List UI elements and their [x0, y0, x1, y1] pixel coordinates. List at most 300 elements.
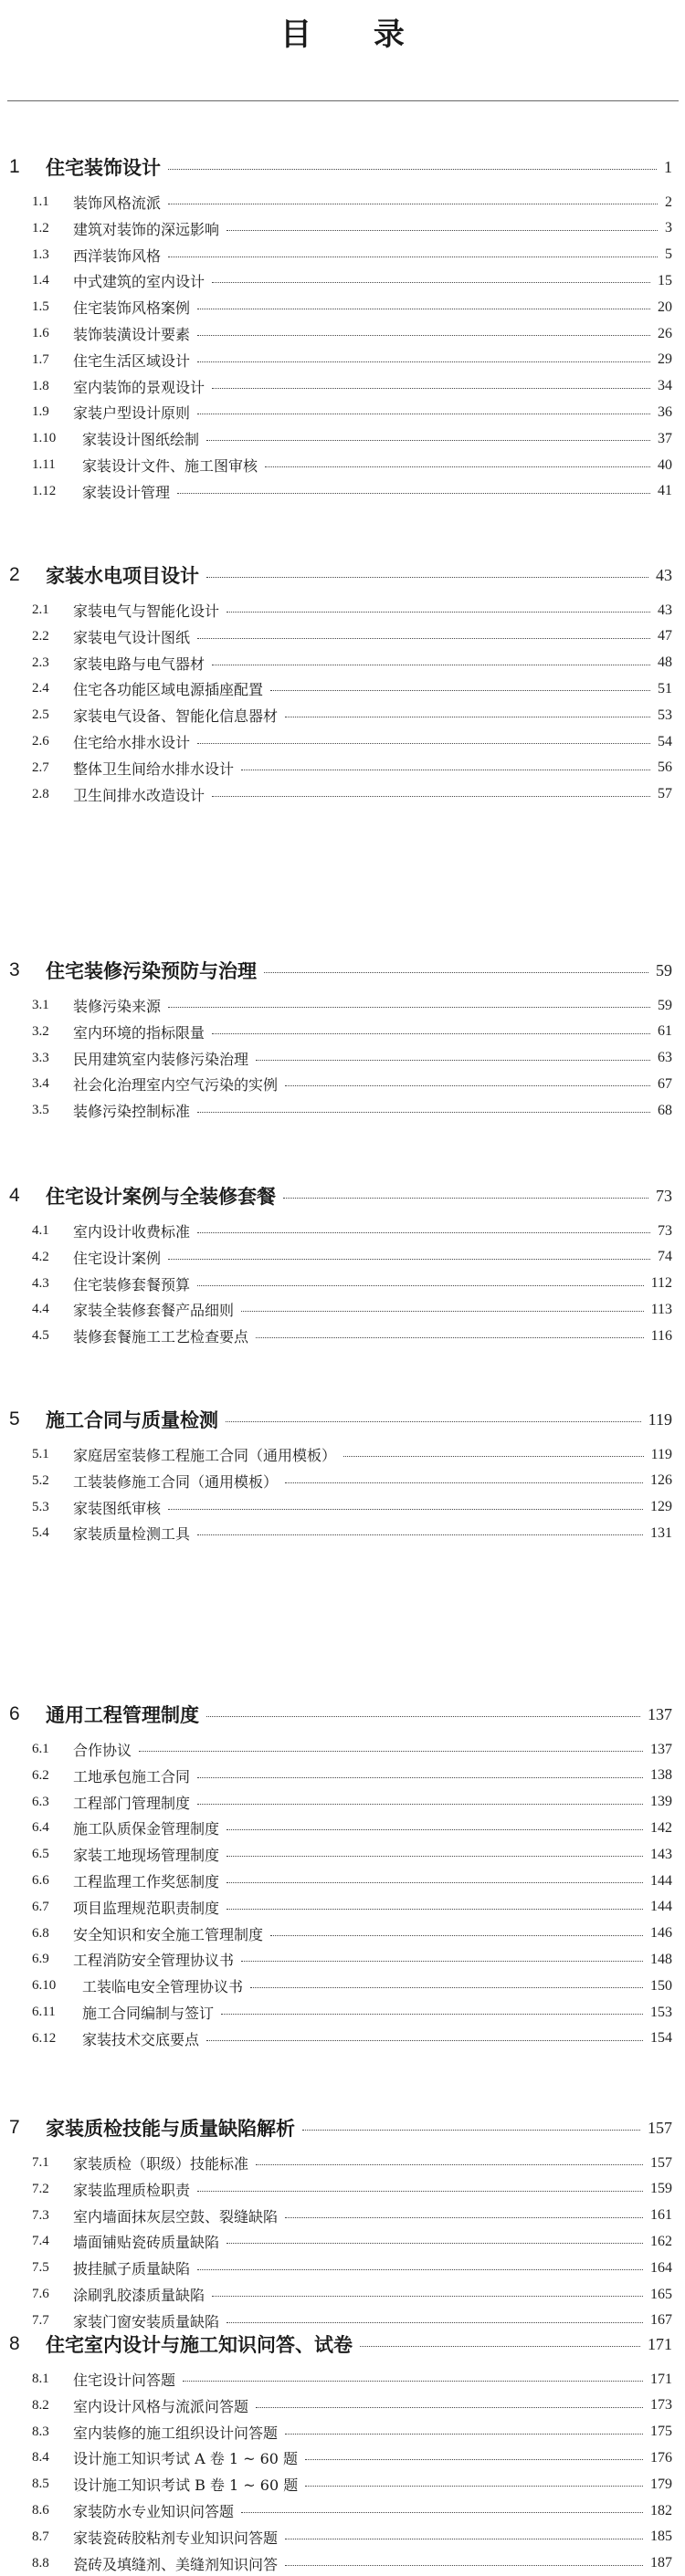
- chapter-number: 1: [9, 156, 20, 177]
- section-page-number: 37: [658, 430, 672, 446]
- section-page-number: 176: [650, 2449, 672, 2466]
- section-number: 7.5: [32, 2260, 49, 2276]
- section-title: 住宅各功能区域电源插座配置: [73, 681, 264, 699]
- dot-leader: [264, 972, 648, 973]
- dot-leader: [265, 466, 650, 467]
- chapter-row[interactable]: [0, 955, 685, 986]
- section-number: 4.2: [32, 1249, 49, 1264]
- section-title: 家装电气设备、智能化信息器材: [73, 707, 279, 726]
- section-page-number: 131: [650, 1524, 672, 1541]
- section-number: 2.3: [32, 654, 49, 670]
- section-page-number: 112: [650, 1275, 672, 1292]
- section-number: 2.7: [32, 759, 49, 775]
- section-title: 涂刷乳胶漆质量缺陷: [73, 2287, 206, 2304]
- section-row[interactable]: [0, 1895, 685, 1920]
- chapter-page-number: 119: [648, 1409, 672, 1429]
- section-row[interactable]: [0, 651, 685, 675]
- section-page-number: 146: [650, 1925, 672, 1942]
- section-number: 5.4: [32, 1525, 49, 1541]
- chapter-number: 6: [9, 1703, 20, 1724]
- section-row[interactable]: [0, 1469, 685, 1493]
- dot-leader: [226, 1421, 641, 1422]
- chapter-row[interactable]: [0, 2112, 685, 2143]
- dot-leader: [197, 1777, 643, 1778]
- section-row[interactable]: [0, 676, 685, 701]
- section-page-number: 119: [650, 1446, 672, 1462]
- chapter-title: 住宅室内设计与施工知识问答、试卷: [46, 2334, 353, 2356]
- section-row[interactable]: [0, 1495, 685, 1520]
- section-page-number: 56: [658, 759, 672, 776]
- section-number: 6.9: [32, 1952, 49, 1967]
- section-number: 1.4: [32, 273, 49, 288]
- chapter-row[interactable]: [0, 1404, 685, 1435]
- chapter-row[interactable]: [0, 1699, 685, 1730]
- section-number: 7.1: [32, 2155, 49, 2170]
- section-title: 合作协议: [73, 1742, 132, 1759]
- section-page-number: 34: [658, 378, 672, 394]
- section-page-number: 74: [658, 1249, 672, 1265]
- chapter-page-number: 157: [648, 2118, 672, 2137]
- section-row[interactable]: [0, 2229, 685, 2254]
- chapter-number: 4: [9, 1185, 20, 1206]
- section-title: 社会化治理室内空气污染的实例: [73, 1076, 279, 1094]
- dot-leader: [227, 230, 658, 231]
- section-number: 4.5: [32, 1328, 49, 1344]
- dot-leader: [285, 1482, 643, 1483]
- section-row[interactable]: [0, 2026, 685, 2051]
- section-page-number: 113: [650, 1301, 672, 1317]
- section-page-number: 144: [650, 1872, 672, 1889]
- section-page-number: 3: [665, 220, 672, 236]
- chapter-number: 5: [9, 1408, 20, 1429]
- dot-leader: [343, 1456, 644, 1457]
- section-row[interactable]: [0, 1072, 685, 1096]
- section-number: 1.8: [32, 378, 49, 393]
- section-number: 1.3: [32, 246, 49, 262]
- dot-leader: [177, 493, 650, 494]
- section-page-number: 157: [650, 2154, 672, 2171]
- section-row[interactable]: [0, 1098, 685, 1123]
- section-row[interactable]: [0, 1922, 685, 1946]
- section-row[interactable]: [0, 1245, 685, 1270]
- section-page-number: 185: [650, 2529, 672, 2545]
- section-number: 6.3: [32, 1794, 49, 1809]
- section-page-number: 61: [658, 1023, 672, 1040]
- section-title: 家装全装修套餐产品细则: [73, 1302, 235, 1320]
- section-row[interactable]: [0, 756, 685, 780]
- chapter-title: 住宅装饰设计: [46, 157, 161, 179]
- section-row[interactable]: [0, 1947, 685, 1972]
- section-page-number: 148: [650, 1951, 672, 1967]
- dot-leader: [212, 796, 650, 797]
- dot-leader: [139, 1751, 643, 1752]
- section-row[interactable]: [0, 2472, 685, 2497]
- dot-leader: [285, 2217, 643, 2218]
- section-title: 家装电路与电气器材: [73, 654, 206, 673]
- section-title: 瓷砖及填缝剂、美缝剂知识问答: [73, 2555, 279, 2573]
- dot-leader: [285, 1085, 650, 1086]
- section-number: 1.1: [32, 194, 49, 209]
- section-title: 装修污染控制标准: [73, 1103, 191, 1121]
- dot-leader: [197, 638, 650, 639]
- section-title: 施工合同编制与签订: [82, 2005, 215, 2022]
- section-page-number: 68: [658, 1102, 672, 1118]
- dot-leader: [206, 1716, 640, 1717]
- section-row[interactable]: [0, 2525, 685, 2550]
- section-number: 2.1: [32, 602, 49, 617]
- chapter-row[interactable]: [0, 560, 685, 591]
- section-number: 8.2: [32, 2397, 49, 2413]
- dot-leader: [256, 2407, 643, 2408]
- section-title: 西洋装饰风格: [73, 246, 162, 265]
- section-title: 室内装饰的景观设计: [73, 378, 206, 396]
- section-number: 2.4: [32, 681, 49, 696]
- section-number: 8.4: [32, 2450, 49, 2466]
- chapter-title: 住宅设计案例与全装修套餐: [46, 1186, 276, 1208]
- section-title: 室内墙面抹灰层空鼓、裂缝缺陷: [73, 2207, 279, 2225]
- dot-leader: [241, 1311, 644, 1312]
- section-number: 1.5: [32, 299, 49, 315]
- section-page-number: 150: [650, 1977, 672, 1994]
- section-row[interactable]: [0, 1297, 685, 1322]
- section-page-number: 53: [658, 707, 672, 723]
- page-title: 目 录: [280, 16, 430, 53]
- section-number: 6.10: [32, 1978, 57, 1994]
- section-number: 1.11: [32, 457, 56, 472]
- section-page-number: 57: [658, 786, 672, 802]
- section-title: 住宅给水排水设计: [73, 734, 191, 751]
- dot-leader: [197, 1232, 650, 1233]
- section-page-number: 162: [650, 2233, 672, 2249]
- section-title: 室内环境的指标限量: [73, 1023, 206, 1042]
- section-number: 2.6: [32, 734, 49, 749]
- section-page-number: 36: [658, 403, 672, 420]
- section-title: 设计施工知识考试 B 卷 1 ~ 60 题: [73, 2477, 299, 2495]
- dot-leader: [270, 1935, 643, 1936]
- section-row[interactable]: [0, 2393, 685, 2418]
- section-title: 家装质检（职级）技能标准: [73, 2155, 249, 2173]
- section-number: 2.8: [32, 786, 49, 801]
- section-row[interactable]: [0, 703, 685, 728]
- section-row[interactable]: [0, 1219, 685, 1243]
- section-page-number: 15: [658, 272, 672, 288]
- section-page-number: 175: [650, 2424, 672, 2440]
- section-number: 6.1: [32, 1742, 49, 1756]
- section-number: 3.2: [32, 1023, 49, 1039]
- section-row[interactable]: [0, 2420, 685, 2445]
- section-row[interactable]: [0, 624, 685, 649]
- dot-leader: [227, 1882, 643, 1883]
- section-number: 3.4: [32, 1076, 49, 1092]
- section-row[interactable]: [0, 190, 685, 215]
- section-page-number: 139: [650, 1794, 672, 1810]
- section-page-number: 182: [650, 2502, 672, 2518]
- section-row[interactable]: [0, 782, 685, 807]
- section-page-number: 179: [650, 2476, 672, 2492]
- section-page-number: 41: [658, 483, 672, 499]
- section-number: 5.3: [32, 1499, 49, 1514]
- section-number: 6.5: [32, 1847, 49, 1862]
- section-number: 6.7: [32, 1899, 49, 1914]
- dot-leader: [206, 2040, 643, 2041]
- section-title: 住宅装修套餐预算: [73, 1275, 191, 1293]
- dot-leader: [212, 2296, 643, 2297]
- section-title: 家装监理质检职责: [73, 2181, 191, 2199]
- section-row[interactable]: [0, 400, 685, 424]
- dot-leader: [241, 1961, 643, 1962]
- section-title: 装饰风格流派: [73, 194, 162, 212]
- section-title: 家装瓷砖胶粘剂专业知识问答题: [73, 2529, 279, 2547]
- chapter-page-number: 73: [656, 1186, 672, 1205]
- section-row[interactable]: [0, 2000, 685, 2025]
- chapter-title: 家装质检技能与质量缺陷解析: [46, 2118, 295, 2140]
- section-number: 2.2: [32, 628, 49, 644]
- section-title: 室内装修的施工组织设计问答题: [73, 2424, 279, 2442]
- section-number: 3.1: [32, 998, 49, 1012]
- section-row[interactable]: [0, 1020, 685, 1044]
- section-page-number: 164: [650, 2259, 672, 2276]
- dot-leader: [212, 388, 650, 389]
- dot-leader: [197, 1534, 643, 1535]
- dot-leader: [197, 2191, 643, 2192]
- section-title: 家装设计文件、施工图审核: [82, 457, 258, 475]
- section-row[interactable]: [0, 1842, 685, 1867]
- section-title: 整体卫生间给水排水设计: [73, 759, 235, 778]
- section-number: 7.4: [32, 2234, 49, 2249]
- section-page-number: 40: [658, 456, 672, 473]
- section-title: 住宅设计问答题: [73, 2372, 176, 2389]
- section-row[interactable]: [0, 1790, 685, 1815]
- section-row[interactable]: [0, 2551, 685, 2576]
- section-title: 家装电气与智能化设计: [73, 602, 220, 620]
- chapter-number: 2: [9, 564, 20, 585]
- dot-leader: [227, 1829, 643, 1830]
- section-title: 安全知识和安全施工管理制度: [73, 1925, 264, 1943]
- section-title: 装饰装潢设计要素: [73, 326, 191, 343]
- section-title: 家装电气设计图纸: [73, 628, 191, 646]
- section-row[interactable]: [0, 1324, 685, 1348]
- section-number: 6.8: [32, 1925, 49, 1941]
- section-number: 8.7: [32, 2529, 49, 2544]
- section-title: 设计施工知识考试 A 卷 1 ~ 60 题: [73, 2450, 299, 2468]
- section-page-number: 143: [650, 1846, 672, 1862]
- section-number: 6.11: [32, 2005, 56, 2019]
- section-number: 5.2: [32, 1472, 49, 1488]
- section-row[interactable]: [0, 2151, 685, 2175]
- section-page-number: 173: [650, 2397, 672, 2414]
- dot-leader: [168, 1007, 650, 1008]
- section-row[interactable]: [0, 1521, 685, 1545]
- dot-leader: [197, 1285, 644, 1286]
- section-number: 1.7: [32, 351, 49, 367]
- section-number: 7.2: [32, 2181, 49, 2196]
- chapter-number: 8: [9, 2333, 20, 2354]
- section-page-number: 5: [665, 246, 672, 263]
- section-row[interactable]: [0, 1816, 685, 1840]
- section-row[interactable]: [0, 1046, 685, 1071]
- dot-leader: [197, 2269, 643, 2270]
- section-row[interactable]: [0, 1869, 685, 1893]
- dot-leader: [256, 1337, 644, 1338]
- dot-leader: [206, 440, 650, 441]
- section-title: 卫生间排水改造设计: [73, 786, 206, 804]
- section-number: 7.3: [32, 2207, 49, 2223]
- dot-leader: [212, 1033, 650, 1034]
- section-number: 8.1: [32, 2372, 49, 2386]
- section-row[interactable]: [0, 1764, 685, 1788]
- dot-leader: [197, 1804, 643, 1805]
- section-title: 家装防水专业知识问答题: [73, 2503, 235, 2520]
- section-title: 工程部门管理制度: [73, 1794, 191, 1812]
- section-title: 室内设计风格与流派问答题: [73, 2397, 249, 2415]
- section-number: 8.8: [32, 2555, 49, 2571]
- section-row[interactable]: [0, 2367, 685, 2392]
- section-number: 7.6: [32, 2287, 49, 2301]
- section-page-number: 67: [658, 1075, 672, 1092]
- section-number: 6.4: [32, 1820, 49, 1836]
- section-page-number: 153: [650, 2004, 672, 2020]
- chapter-page-number: 137: [648, 1704, 672, 1723]
- dot-leader: [206, 577, 648, 578]
- dot-leader: [285, 2565, 643, 2566]
- section-title: 家装工地现场管理制度: [73, 1847, 220, 1865]
- chapter-page-number: 171: [648, 2334, 672, 2353]
- section-row[interactable]: [0, 2204, 685, 2228]
- section-page-number: 142: [650, 1819, 672, 1836]
- section-page-number: 29: [658, 351, 672, 368]
- section-row[interactable]: [0, 1737, 685, 1762]
- section-number: 8.6: [32, 2503, 49, 2518]
- dot-leader: [168, 169, 657, 170]
- section-row[interactable]: [0, 729, 685, 754]
- section-row[interactable]: [0, 216, 685, 241]
- section-page-number: 129: [650, 1499, 672, 1515]
- section-title: 披挂腻子质量缺陷: [73, 2260, 191, 2278]
- dot-leader: [283, 1198, 648, 1199]
- dot-leader: [302, 2130, 640, 2131]
- section-row[interactable]: [0, 295, 685, 319]
- section-number: 6.12: [32, 2030, 57, 2046]
- section-number: 6.6: [32, 1873, 49, 1888]
- section-row[interactable]: [0, 2282, 685, 2307]
- dot-leader: [197, 1112, 650, 1113]
- section-page-number: 116: [650, 1327, 672, 1344]
- section-row[interactable]: [0, 1442, 685, 1467]
- dot-leader: [360, 2346, 640, 2347]
- section-title: 室内设计收费标准: [73, 1223, 191, 1241]
- dot-leader: [183, 2381, 643, 2382]
- chapter-number: 7: [9, 2117, 20, 2138]
- section-row[interactable]: [0, 243, 685, 267]
- section-number: 6.2: [32, 1767, 49, 1783]
- chapter-row[interactable]: [0, 2329, 685, 2360]
- section-row[interactable]: [0, 348, 685, 372]
- chapter-title: 家装水电项目设计: [46, 565, 199, 587]
- section-row[interactable]: [0, 374, 685, 399]
- section-page-number: 48: [658, 654, 672, 671]
- section-page-number: 2: [665, 194, 672, 210]
- section-row[interactable]: [0, 479, 685, 504]
- section-page-number: 159: [650, 2181, 672, 2197]
- section-page-number: 126: [650, 1472, 672, 1489]
- section-page-number: 137: [650, 1741, 672, 1757]
- section-number: 3.5: [32, 1103, 49, 1118]
- section-row[interactable]: [0, 268, 685, 293]
- chapter-row[interactable]: [0, 152, 685, 183]
- section-page-number: 20: [658, 298, 672, 315]
- dot-leader: [197, 361, 650, 362]
- section-row[interactable]: [0, 321, 685, 346]
- section-page-number: 138: [650, 1767, 672, 1784]
- chapter-page-number: 1: [664, 157, 672, 176]
- dot-leader: [227, 1856, 643, 1857]
- section-number: 8.5: [32, 2477, 49, 2492]
- section-row[interactable]: [0, 426, 685, 451]
- section-page-number: 63: [658, 1050, 672, 1066]
- chapter-row[interactable]: [0, 1180, 685, 1211]
- section-title: 家装质量检测工具: [73, 1525, 191, 1544]
- section-number: 8.3: [32, 2424, 49, 2439]
- section-title: 民用建筑室内装修污染治理: [73, 1050, 249, 1068]
- section-row[interactable]: [0, 2177, 685, 2202]
- section-page-number: 144: [650, 1899, 672, 1915]
- dot-leader: [256, 1060, 650, 1061]
- dot-leader: [168, 1509, 643, 1510]
- section-title: 墙面铺贴瓷砖质量缺陷: [73, 2234, 220, 2252]
- chapter-page-number: 43: [656, 565, 672, 584]
- section-title: 住宅设计案例: [73, 1249, 162, 1267]
- section-number: 1.10: [32, 431, 57, 446]
- section-page-number: 26: [658, 325, 672, 341]
- dot-leader: [227, 2243, 643, 2244]
- section-row[interactable]: [0, 598, 685, 623]
- chapter-title: 住宅装修污染预防与治理: [46, 960, 257, 982]
- section-row[interactable]: [0, 453, 685, 477]
- section-title: 中式建筑的室内设计: [73, 273, 206, 291]
- section-row[interactable]: [0, 2498, 685, 2523]
- section-row[interactable]: [0, 993, 685, 1018]
- section-row[interactable]: [0, 1974, 685, 1998]
- section-number: 4.1: [32, 1223, 49, 1238]
- section-title: 工装装修施工合同（通用模板）: [73, 1472, 279, 1491]
- section-row[interactable]: [0, 2256, 685, 2280]
- chapter-page-number: 59: [656, 960, 672, 979]
- section-page-number: 187: [650, 2555, 672, 2571]
- section-page-number: 73: [658, 1222, 672, 1239]
- section-number: 4.4: [32, 1302, 49, 1317]
- section-title: 家装设计图纸绘制: [82, 431, 200, 449]
- dot-leader: [250, 1987, 643, 1988]
- section-row[interactable]: [0, 2445, 685, 2470]
- section-row[interactable]: [0, 1272, 685, 1296]
- section-page-number: 167: [650, 2312, 672, 2329]
- chapter-title: 施工合同与质量检测: [46, 1409, 218, 1431]
- section-page-number: 165: [650, 2286, 672, 2302]
- section-number: 7.7: [32, 2312, 49, 2328]
- section-page-number: 51: [658, 680, 672, 696]
- section-title: 工程监理工作奖惩制度: [73, 1873, 220, 1890]
- section-title: 住宅装饰风格案例: [73, 299, 191, 318]
- section-page-number: 54: [658, 733, 672, 749]
- chapter-number: 3: [9, 959, 20, 980]
- section-title: 家装设计管理: [82, 483, 171, 501]
- section-title: 家装图纸审核: [73, 1499, 162, 1517]
- section-page-number: 47: [658, 628, 672, 644]
- section-title: 家装技术交底要点: [82, 2030, 200, 2048]
- dot-leader: [305, 2486, 643, 2487]
- section-number: 3.3: [32, 1050, 49, 1065]
- section-title: 项目监理规范职责制度: [73, 1899, 220, 1917]
